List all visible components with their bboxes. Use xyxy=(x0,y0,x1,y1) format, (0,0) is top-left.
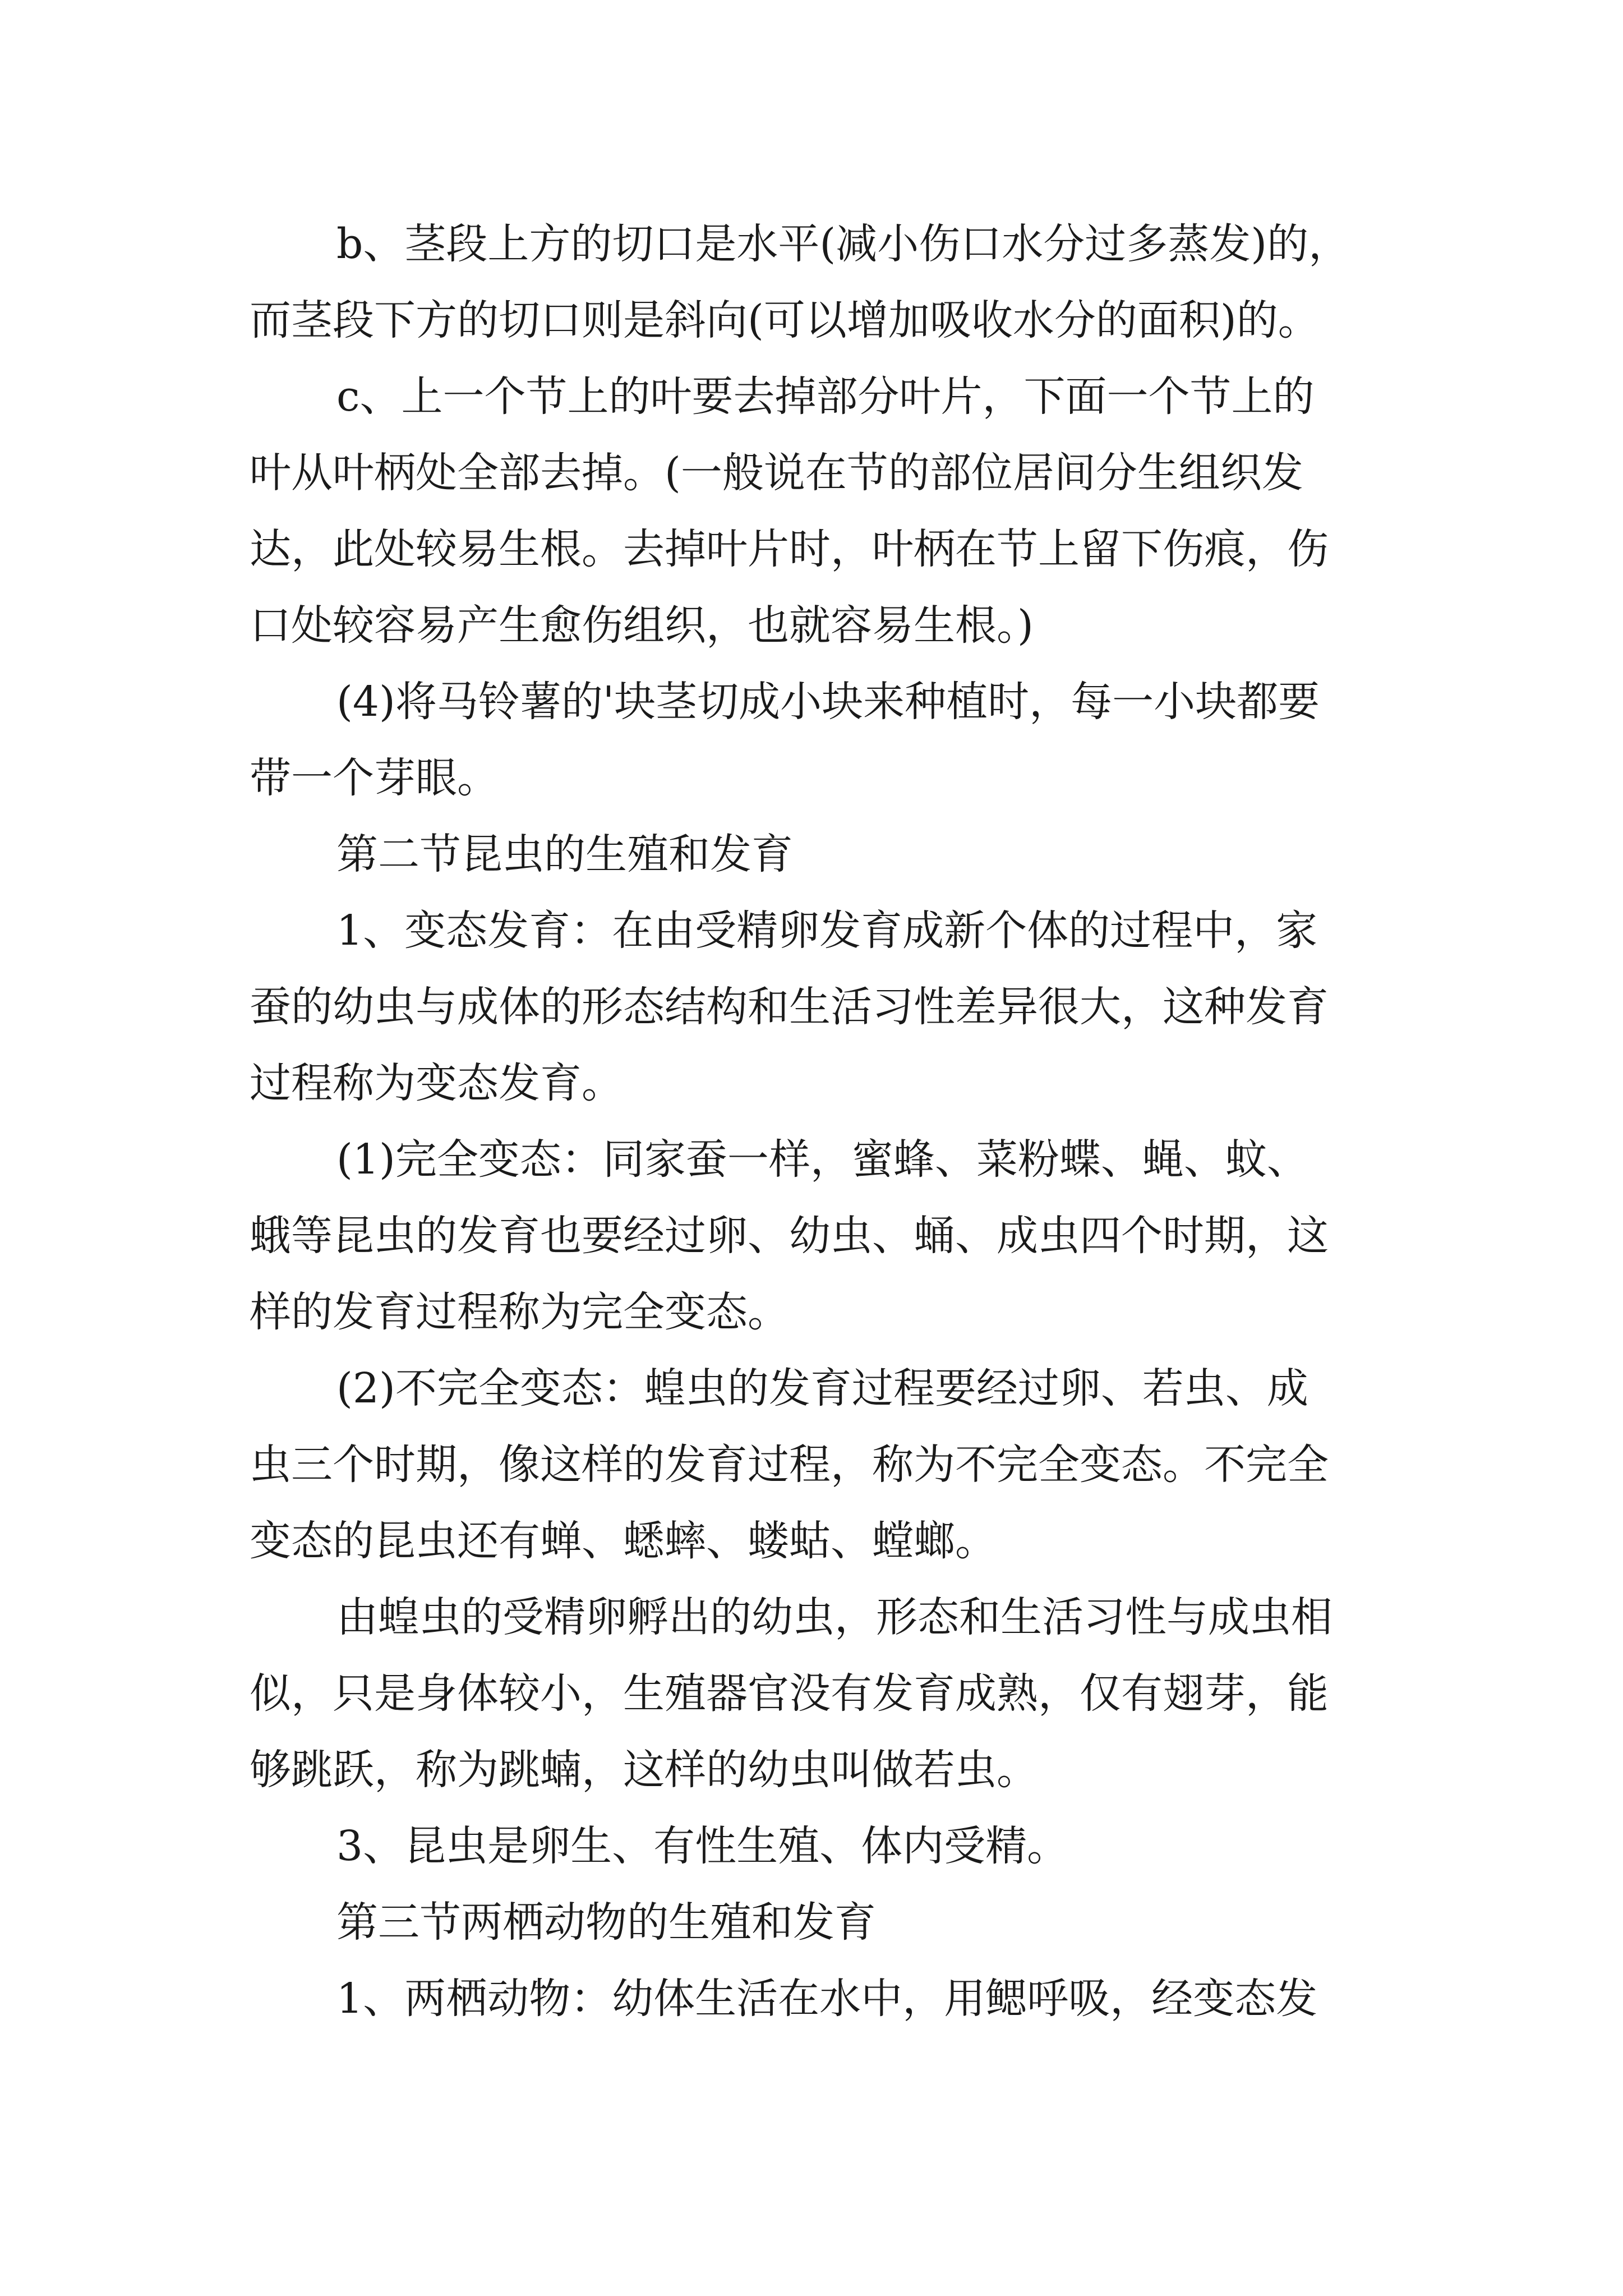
paragraph-line: 叶从叶柄处全部去掉。(一般说在节的部位居间分生组织发 xyxy=(250,449,1303,497)
paragraph-line: 达，此处较易生根。去掉叶片时，叶柄在节上留下伤痕，伤 xyxy=(250,525,1329,573)
paragraph-line: 过程称为变态发育。 xyxy=(250,1059,623,1107)
paragraph-line: 由蝗虫的受精卵孵出的幼虫，形态和生活习性与成虫相 xyxy=(336,1593,1332,1641)
paragraph-line: 带一个芽眼。 xyxy=(250,754,499,802)
paragraph-line: (1)完全变态：同家蚕一样，蜜蜂、菜粉蝶、蝇、蚊、 xyxy=(336,1135,1308,1184)
paragraph-line: 蚕的幼虫与成体的形态结构和生活习性差异很大，这种发育 xyxy=(250,983,1329,1031)
paragraph-line: 样的发育过程称为完全变态。 xyxy=(250,1288,789,1336)
paragraph-line: c、上一个节上的叶要去掉部分叶片，下面一个节上的 xyxy=(336,372,1315,421)
section-heading: 第二节昆虫的生殖和发育 xyxy=(336,830,793,878)
paragraph-line: 1、两栖动物：幼体生活在水中，用鳃呼吸，经变态发 xyxy=(336,1975,1318,2023)
paragraph-line: 变态的昆虫还有蝉、蟋蟀、蝼蛄、螳螂。 xyxy=(250,1517,997,1565)
paragraph-line: 虫三个时期，像这样的发育过程，称为不完全变态。不完全 xyxy=(250,1441,1329,1489)
paragraph-line: 蛾等昆虫的发育也要经过卵、幼虫、蛹、成虫四个时期，这 xyxy=(250,1212,1329,1260)
section-heading: 第三节两栖动物的生殖和发育 xyxy=(336,1898,876,1947)
paragraph-line: (2)不完全变态：蝗虫的发育过程要经过卵、若虫、成 xyxy=(336,1364,1308,1412)
paragraph-line: (4)将马铃薯的'块茎切成小块来种植时，每一小块都要 xyxy=(336,678,1320,726)
paragraph-line: 够跳跃，称为跳蝻，这样的幼虫叫做若虫。 xyxy=(250,1746,1038,1794)
paragraph-line: 1、变态发育：在由受精卵发育成新个体的过程中，家 xyxy=(336,907,1318,955)
paragraph-line: 而茎段下方的切口则是斜向(可以增加吸收水分的面积)的。 xyxy=(250,296,1320,344)
paragraph-line: 3、昆虫是卵生、有性生殖、体内受精。 xyxy=(336,1822,1069,1870)
paragraph-line: 似，只是身体较小，生殖器官没有发育成熟，仅有翅芽，能 xyxy=(250,1669,1329,1718)
paragraph-line: b、茎段上方的切口是水平(减小伤口水分过多蒸发)的， xyxy=(336,220,1350,268)
paragraph-line: 口处较容易产生愈伤组织，也就容易生根。) xyxy=(250,601,1034,650)
